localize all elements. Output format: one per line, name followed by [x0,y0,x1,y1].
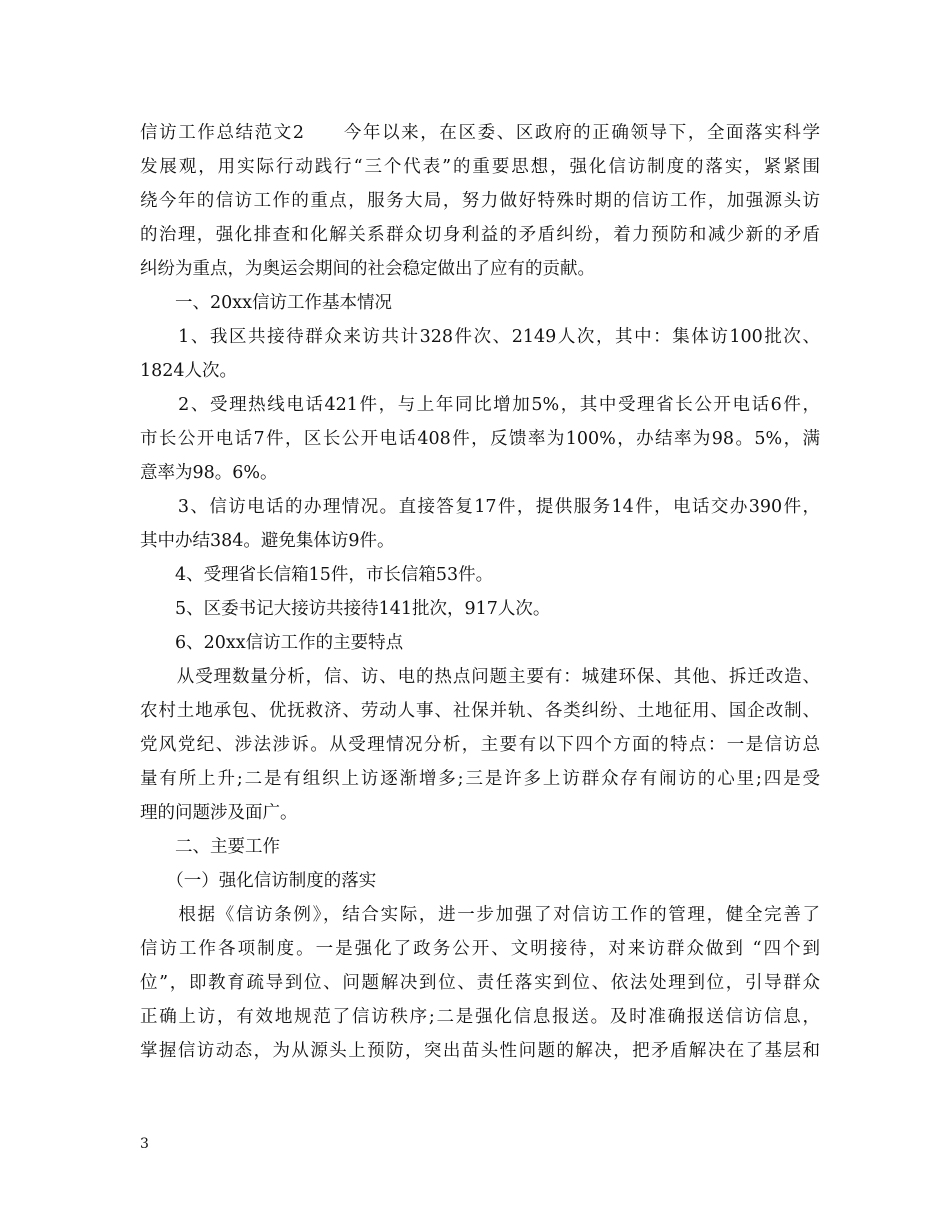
text-line: 其中办结384。避免集体访9件。 [140,531,395,551]
text-line: 量有所上升;二是有组织上访逐渐增多;三是许多上访群众存有闹访的心里;四是受 [140,769,820,789]
text-line: 的治理，强化排查和化解关系群众切身利益的矛盾纠纷，着力预防和减少新的矛盾 [140,225,820,245]
text-line: 理的问题涉及面广。 [140,803,298,823]
text-line: 根据《信访条例》，结合实际，进一步加强了对信访工作的管理，健全完善了 [140,905,820,925]
text-line: 5、区委书记大接访共接待141批次，917人次。 [140,599,551,619]
text-line: 掌握信访动态，为从源头上预防，突出苗头性问题的解决，把矛盾解决在了基层和 [140,1041,820,1061]
text-line: 信访工作各项制度。一是强化了政务公开、文明接待，对来访群众做到 “四个到 [140,939,820,959]
text-line: 1824人次。 [140,361,238,381]
text-line: 4、受理省长信箱15件，市长信箱53件。 [140,565,494,585]
text-line: 市长公开电话7件，区长公开电话408件，反馈率为100%，办结率为98。5%，满 [140,429,820,449]
text-line: 发展观，用实际行动践行“三个代表”的重要思想，强化信访制度的落实，紧紧围 [140,157,820,177]
document-body [140,116,820,1068]
text-line: 2、受理热线电话421件，与上年同比增加5%，其中受理省长公开电话6件， [140,395,820,415]
text-line: 信访工作总结范文2 今年以来，在区委、区政府的正确领导下，全面落实科学 [140,123,820,143]
section-heading: 二、主要工作 [140,837,280,857]
text-line: 绕今年的信访工作的重点，服务大局，努力做好特殊时期的信访工作，加强源头访 [140,191,820,211]
text-line: 1、我区共接待群众来访共计328件次、2149人次，其中：集体访100批次、 [140,327,820,347]
text-line: 从受理数量分析，信、访、电的热点问题主要有：城建环保、其他、拆迁改造、 [140,667,820,687]
page-number: 3 [140,1136,149,1152]
text-line: 6、20xx信访工作的主要特点 [140,633,404,653]
text-line: 农村土地承包、优抚救济、劳动人事、社保并轨、各类纠纷、土地征用、国企改制、 [140,701,820,721]
section-heading: 一、20xx信访工作基本情况 [140,293,393,313]
text-line: 正确上访，有效地规范了信访秩序;二是强化信息报送。及时准确报送信访信息， [140,1007,820,1027]
subsection-heading: （一）强化信访制度的落实 [140,871,377,891]
text-line: 党风党纪、涉法涉诉。从受理情况分析，主要有以下四个方面的特点：一是信访总 [140,735,820,755]
text-line: 纠纷为重点，为奥运会期间的社会稳定做出了应有的贡献。 [140,259,595,279]
text-line: 3、信访电话的办理情况。直接答复17件，提供服务14件，电话交办390件， [140,497,820,517]
text-line: 位”，即教育疏导到位、问题解决到位、责任落实到位、依法处理到位，引导群众 [140,973,820,993]
text-line: 意率为98。6%。 [140,463,278,483]
